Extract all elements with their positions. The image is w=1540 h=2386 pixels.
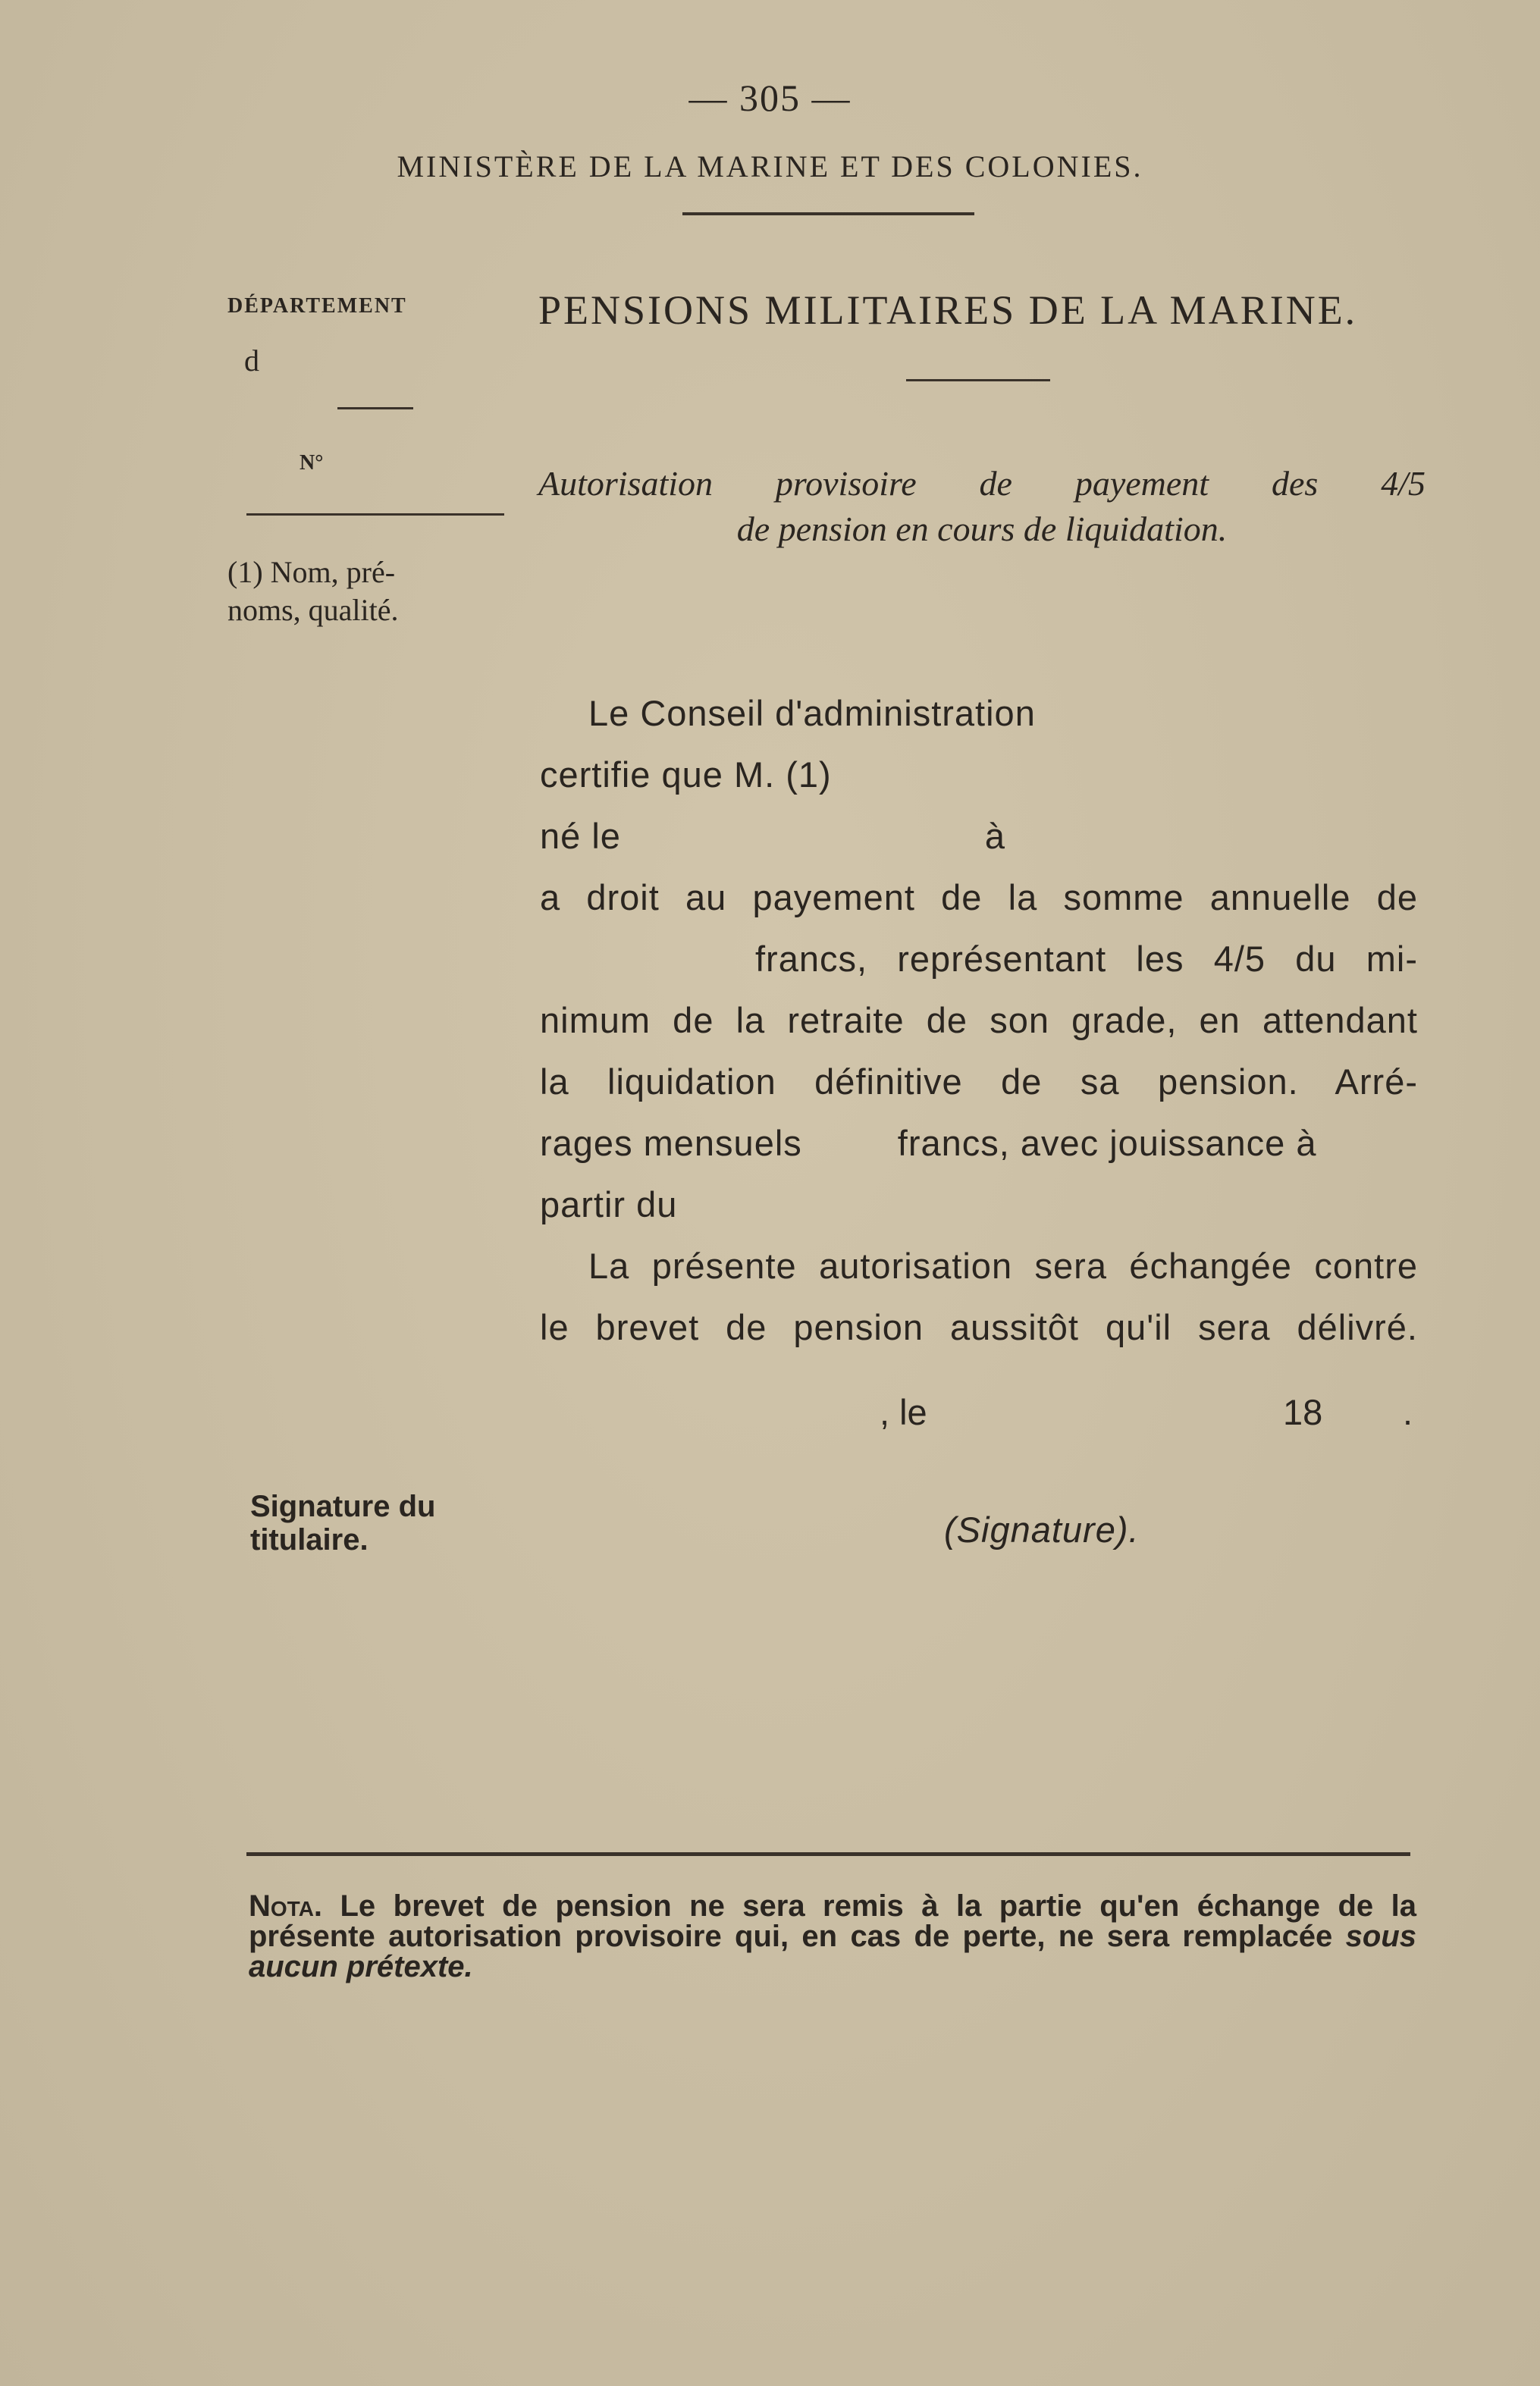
place-date-separator: , le (880, 1392, 927, 1432)
subtitle-line: de pension en cours de liquidation. (736, 509, 1228, 548)
body-line: La présente autorisation sera échangée contre (588, 1246, 1418, 1286)
body-line: la liquidation définitive de sa pension. Arré- (540, 1061, 1418, 1102)
year-prefix: 18 (1283, 1392, 1323, 1432)
arrears-francs-label: francs, avec jouissance à (897, 1123, 1317, 1163)
body-line: Le Conseil d'administration (588, 693, 1036, 733)
footnote-line: (1) Nom, pré- (227, 555, 396, 589)
birth-date-label: né le (540, 816, 621, 856)
holder-signature-label (250, 1490, 554, 1557)
note-label: Nota. (249, 1889, 323, 1923)
footnote-line: noms, qualité. (227, 593, 399, 627)
footer-divider (246, 1852, 1410, 1856)
department-value: d (244, 343, 259, 378)
paragraph-certification (540, 682, 1418, 1235)
department-label: DÉPARTEMENT (227, 294, 407, 318)
title-divider (906, 379, 1050, 381)
body-line-arrears (540, 1112, 1418, 1174)
monthly-arrears-label: rages mensuels (540, 1123, 802, 1163)
holder-signature-line: Signature du (250, 1490, 436, 1523)
footer-note (249, 1891, 1416, 1982)
body-line: partir du (540, 1184, 678, 1224)
council-signature-label: (Signature). (944, 1510, 1140, 1550)
body-line: nimum de la retraite de son grade, en attendant (540, 1000, 1418, 1040)
margin-divider (246, 513, 504, 516)
body-line: francs, représentant les 4/5 du mi- (755, 939, 1418, 979)
ministry-heading: MINISTÈRE DE LA MARINE ET DES COLONIES. (397, 149, 1143, 183)
date-end: . (1403, 1392, 1413, 1432)
body-line: certifie que M. (1) (540, 754, 832, 795)
birth-place-label: à (984, 816, 1006, 856)
page-number: — 305 — (688, 77, 852, 119)
holder-signature-line: titulaire. (250, 1523, 369, 1557)
note-italic-text: sous aucun prétexte. (249, 1920, 1416, 1983)
paragraph-exchange (540, 1235, 1418, 1358)
margin-divider (337, 407, 413, 409)
subtitle-line: Autorisation provisoire de payement des 4/5 (538, 464, 1426, 503)
body-line-birth (540, 805, 1418, 867)
document-subtitle (538, 461, 1426, 552)
body-line: le brevet de pension aussitôt qu'il sera délivré. (540, 1307, 1418, 1347)
header-divider (682, 212, 974, 215)
document-title: PENSIONS MILITAIRES DE LA MARINE. (538, 287, 1358, 333)
footnote-name-qualification (227, 553, 531, 629)
body-line: a droit au payement de la somme annuelle de (540, 877, 1418, 917)
certificate-body (540, 682, 1418, 1358)
note-text: Le brevet de pension ne sera remis à la partie qu'en échange de la présente autorisation provisoire qui, en cas de perte, ne sera remplacée (249, 1889, 1416, 1953)
number-label: N° (300, 451, 324, 475)
